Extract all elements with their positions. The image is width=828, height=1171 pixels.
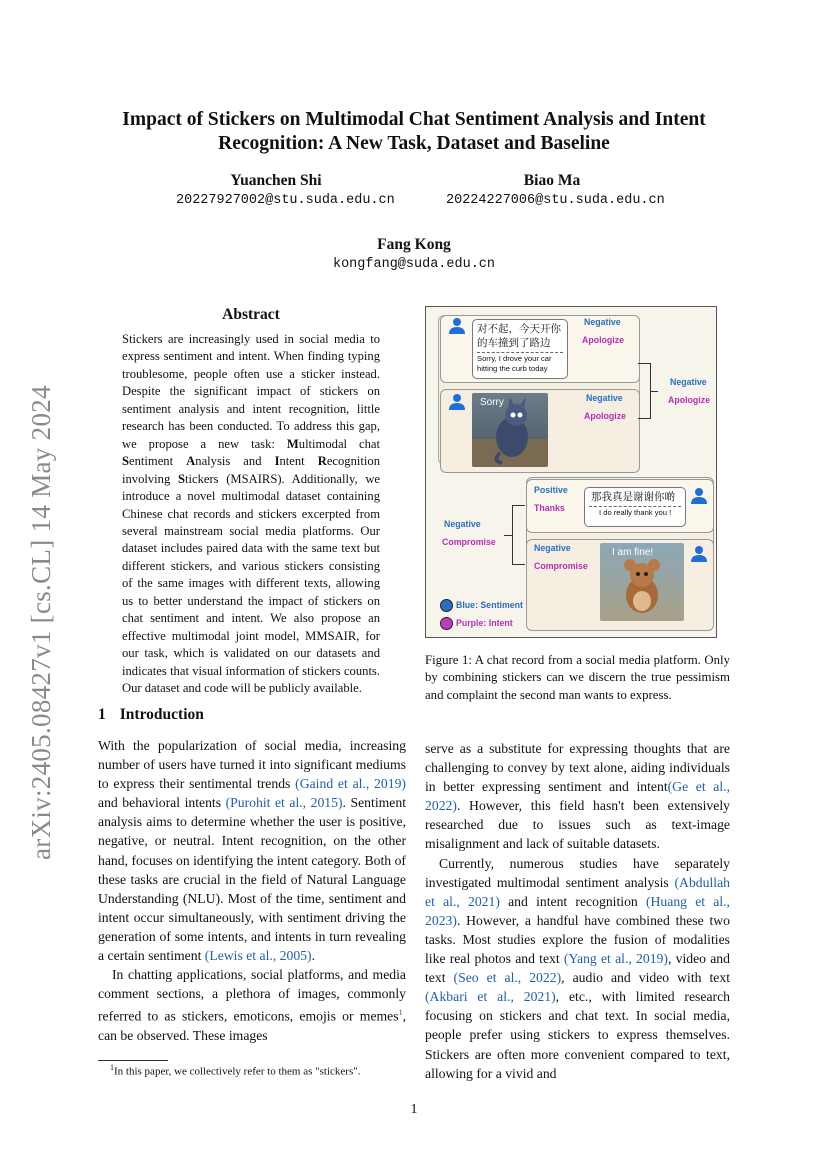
section-heading-introduction [98,706,408,724]
group-2-sentiment-label: Negative [444,519,481,529]
sticker-1-intent-label: Apologize [584,411,627,421]
group-2-intent-label: Compromise [442,537,496,547]
message-1-zh-line: 对不起，今天开你 [477,323,561,335]
message-2-sentiment-label: Positive [534,485,568,495]
citation-link[interactable]: (Yang et al., 2019) [563,951,668,967]
citation-link[interactable]: (Seo et al., 2022) [453,970,562,986]
user-icon [690,487,708,505]
author-3-email: kongfang@suda.edu.cn [332,257,496,272]
sticker-2-intent-label: Compromise [534,561,588,571]
text-run: and intent recognition [499,893,646,909]
text-run: , etc., with limited research focusing on stickers and chat text. In social media, people prefer using stickers to express themselves. Stickers are often more convenient compared to text, allowing for a vivid and [425,989,730,1081]
message-2-intent-label: Thanks [534,503,565,513]
task-word: nalysis and [195,454,275,469]
footnote [110,1063,410,1078]
intro-paragraph-2-continued [425,739,730,854]
text-run: . However, this field hasn't been extensively researched due to issues such as text-image misalignment and lack of suitable datasets. [425,798,730,852]
task-initial: M [286,436,299,451]
left-column-text [98,736,406,1045]
figure-1 [425,306,717,638]
message-1-intent-label: Apologize [582,335,625,345]
task-initial: S [177,471,185,486]
message-1-english [473,353,567,375]
author-1-email: 20227927002@stu.suda.edu.cn [176,193,395,208]
legend-purple-swatch [440,617,453,630]
sticker-2-caption: I am fine! [612,547,654,558]
legend-blue-swatch [440,599,453,612]
group-2-bracket [512,505,525,565]
task-initial: I [274,454,280,469]
legend-sentiment: Blue: Sentiment [456,600,523,610]
author-1-name: Yuanchen Shi [230,172,322,189]
citation-link[interactable]: (Lewis et al., 2005) [204,948,312,964]
group-1-bracket-stem [650,391,658,392]
footnote-mark: 1 [110,1063,114,1072]
task-initial: A [186,454,196,469]
text-run: and behavioral intents [98,795,226,811]
task-word: ntent [279,454,318,469]
message-1-sentiment-label: Negative [584,317,621,327]
message-2-chinese: 那我真是谢谢你啲 [591,491,675,503]
chat-message-2 [584,487,686,527]
arxiv-side-stamp [18,360,60,860]
task-initial: R [317,454,327,469]
author-2 [446,172,665,208]
citation-link[interactable]: (Ge et al., 2022) [425,779,730,814]
group-1-sentiment-label: Negative [670,377,707,387]
sticker-2-sentiment-label: Negative [534,543,571,553]
task-initial: S [122,454,130,469]
arxiv-stamp-text: arXiv:2405.08427v1 [cs.CL] 14 May 2024 [26,385,56,860]
message-2-english: I do really thank you ! [599,508,672,517]
sticker-2-image [600,543,684,621]
legend-intent: Purple: Intent [456,618,513,628]
user-icon [690,545,708,563]
section-title: Introduction [119,706,204,723]
citation-link[interactable]: (Purohit et al., 2015) [225,795,343,811]
user-icon [448,317,466,335]
task-word: ultimodal chat [298,436,381,451]
abstract-part-1: Stickers are increasingly used in social media to express sentiment and intent. When finding typing troublesome, people often use a sticker instead. Despite the significant impact of stickers on sentiment analysis and intent recognition, little research has been conducted. To address this gap, we propose a new task: [122,332,380,451]
intro-paragraph-1 [98,736,406,965]
message-1-zh-line: 的车撞到了路边 [477,337,551,349]
citation-link[interactable]: (Gaind et al., 2019) [295,776,406,792]
footnote-divider [98,1060,168,1061]
citation-link[interactable]: (Huang et al., 2023) [425,893,730,928]
footnote-marker[interactable]: 1 [398,1008,403,1018]
task-word: entiment [129,454,187,469]
group-1-intent-label: Apologize [668,395,711,405]
abstract-body [122,331,380,698]
message-1-en-line: hitting the curb today [477,364,548,373]
page-number: 1 [410,1102,418,1117]
text-run: With the popularization of social media, increasing number of users have turned it into significant mediums to express their sentimental trends [98,738,406,792]
author-2-name: Biao Ma [523,172,581,189]
intro-paragraph-3 [425,854,730,1083]
text-run: serve as a substitute for expressing thoughts that are challenging to convey by text alone, aiding individuals in better expressing sentiment and intent [425,741,730,795]
chat-message-1 [472,319,568,379]
text-run: . However, a handful have combined these two tasks. Most studies explore the fusion of modalities like real photos and text [425,912,730,967]
sticker-1-caption: Sorry [480,397,504,408]
author-1 [176,172,395,208]
message-1-chinese [473,320,567,350]
abstract-part-2: (MSAIRS). Additionally, we introduce a novel multimodal dataset containing Chinese chat records and stickers excerpted from several mainstream social media platforms. Our dataset includes paired data with the same text but different stickers, and various stickers consisting of the same images with different texts, allowing us to better understand the impact of stickers on chat sentiment and intent. We also propose an effective multimodal joint model, MMSAIR, for our task, which is validated on our datasets and indicates that visual information of stickers counts. Our dataset and code will be publicly available. [122,471,381,696]
figure-caption: Figure 1: A chat record from a social media platform. Only by combining stickers can we discern the true pessimism and complaint the second man wants to express. [425,653,730,702]
task-word: tickers [184,471,219,486]
footnote-text: In this paper, we collectively refer to them as "stickers". [114,1065,361,1078]
user-icon [448,393,466,411]
text-run: . [311,948,316,964]
text-run: . Sentiment analysis aims to determine whether the user is positive, negative, or neutral. Intent recognition, on the other hand, focuses on identifying the intent category. Both of these tasks are crucial in the field of Natural Language Understanding (NLU). Most of the time, sentiment and intent occur simultaneously, with sentiment driving the generation of some intents, and intents in turn revealing a certain sentiment [98,795,406,964]
paper-title: Impact of Stickers on Multimodal Chat Sentiment Analysis and Intent Recognition: A New Task, Dataset and Baseline [122,109,706,154]
intro-paragraph-2 [98,965,406,1045]
author-3-name: Fang Kong [377,236,451,253]
section-number: 1 [98,706,106,723]
text-run: Currently, numerous studies have separately investigated multimodal sentiment analysis [425,855,730,890]
text-run: , audio and video with text [561,970,731,986]
group-2-bracket-stem [504,535,512,536]
author-3 [314,236,514,272]
text-run: In chatting applications, social platforms, and media comment sections, a plethora of images, commonly referred to as stickers, emoticons, emojis or memes [98,967,406,1024]
task-word: ecognition involving [122,454,380,486]
message-1-en-line: Sorry, I drove your car [477,354,552,363]
citation-link[interactable]: (Akbari et al., 2021) [425,989,556,1005]
text-run: , can be observed. These images [98,1008,406,1043]
right-column-text [425,739,730,1083]
author-2-email: 20224227006@stu.suda.edu.cn [446,193,665,208]
citation-link[interactable]: (Abdullah et al., 2021) [425,874,730,909]
sticker-1-image [472,393,548,467]
abstract-heading: Abstract [222,306,280,323]
text-run: , video and text [425,951,730,986]
sticker-1-sentiment-label: Negative [586,393,623,403]
